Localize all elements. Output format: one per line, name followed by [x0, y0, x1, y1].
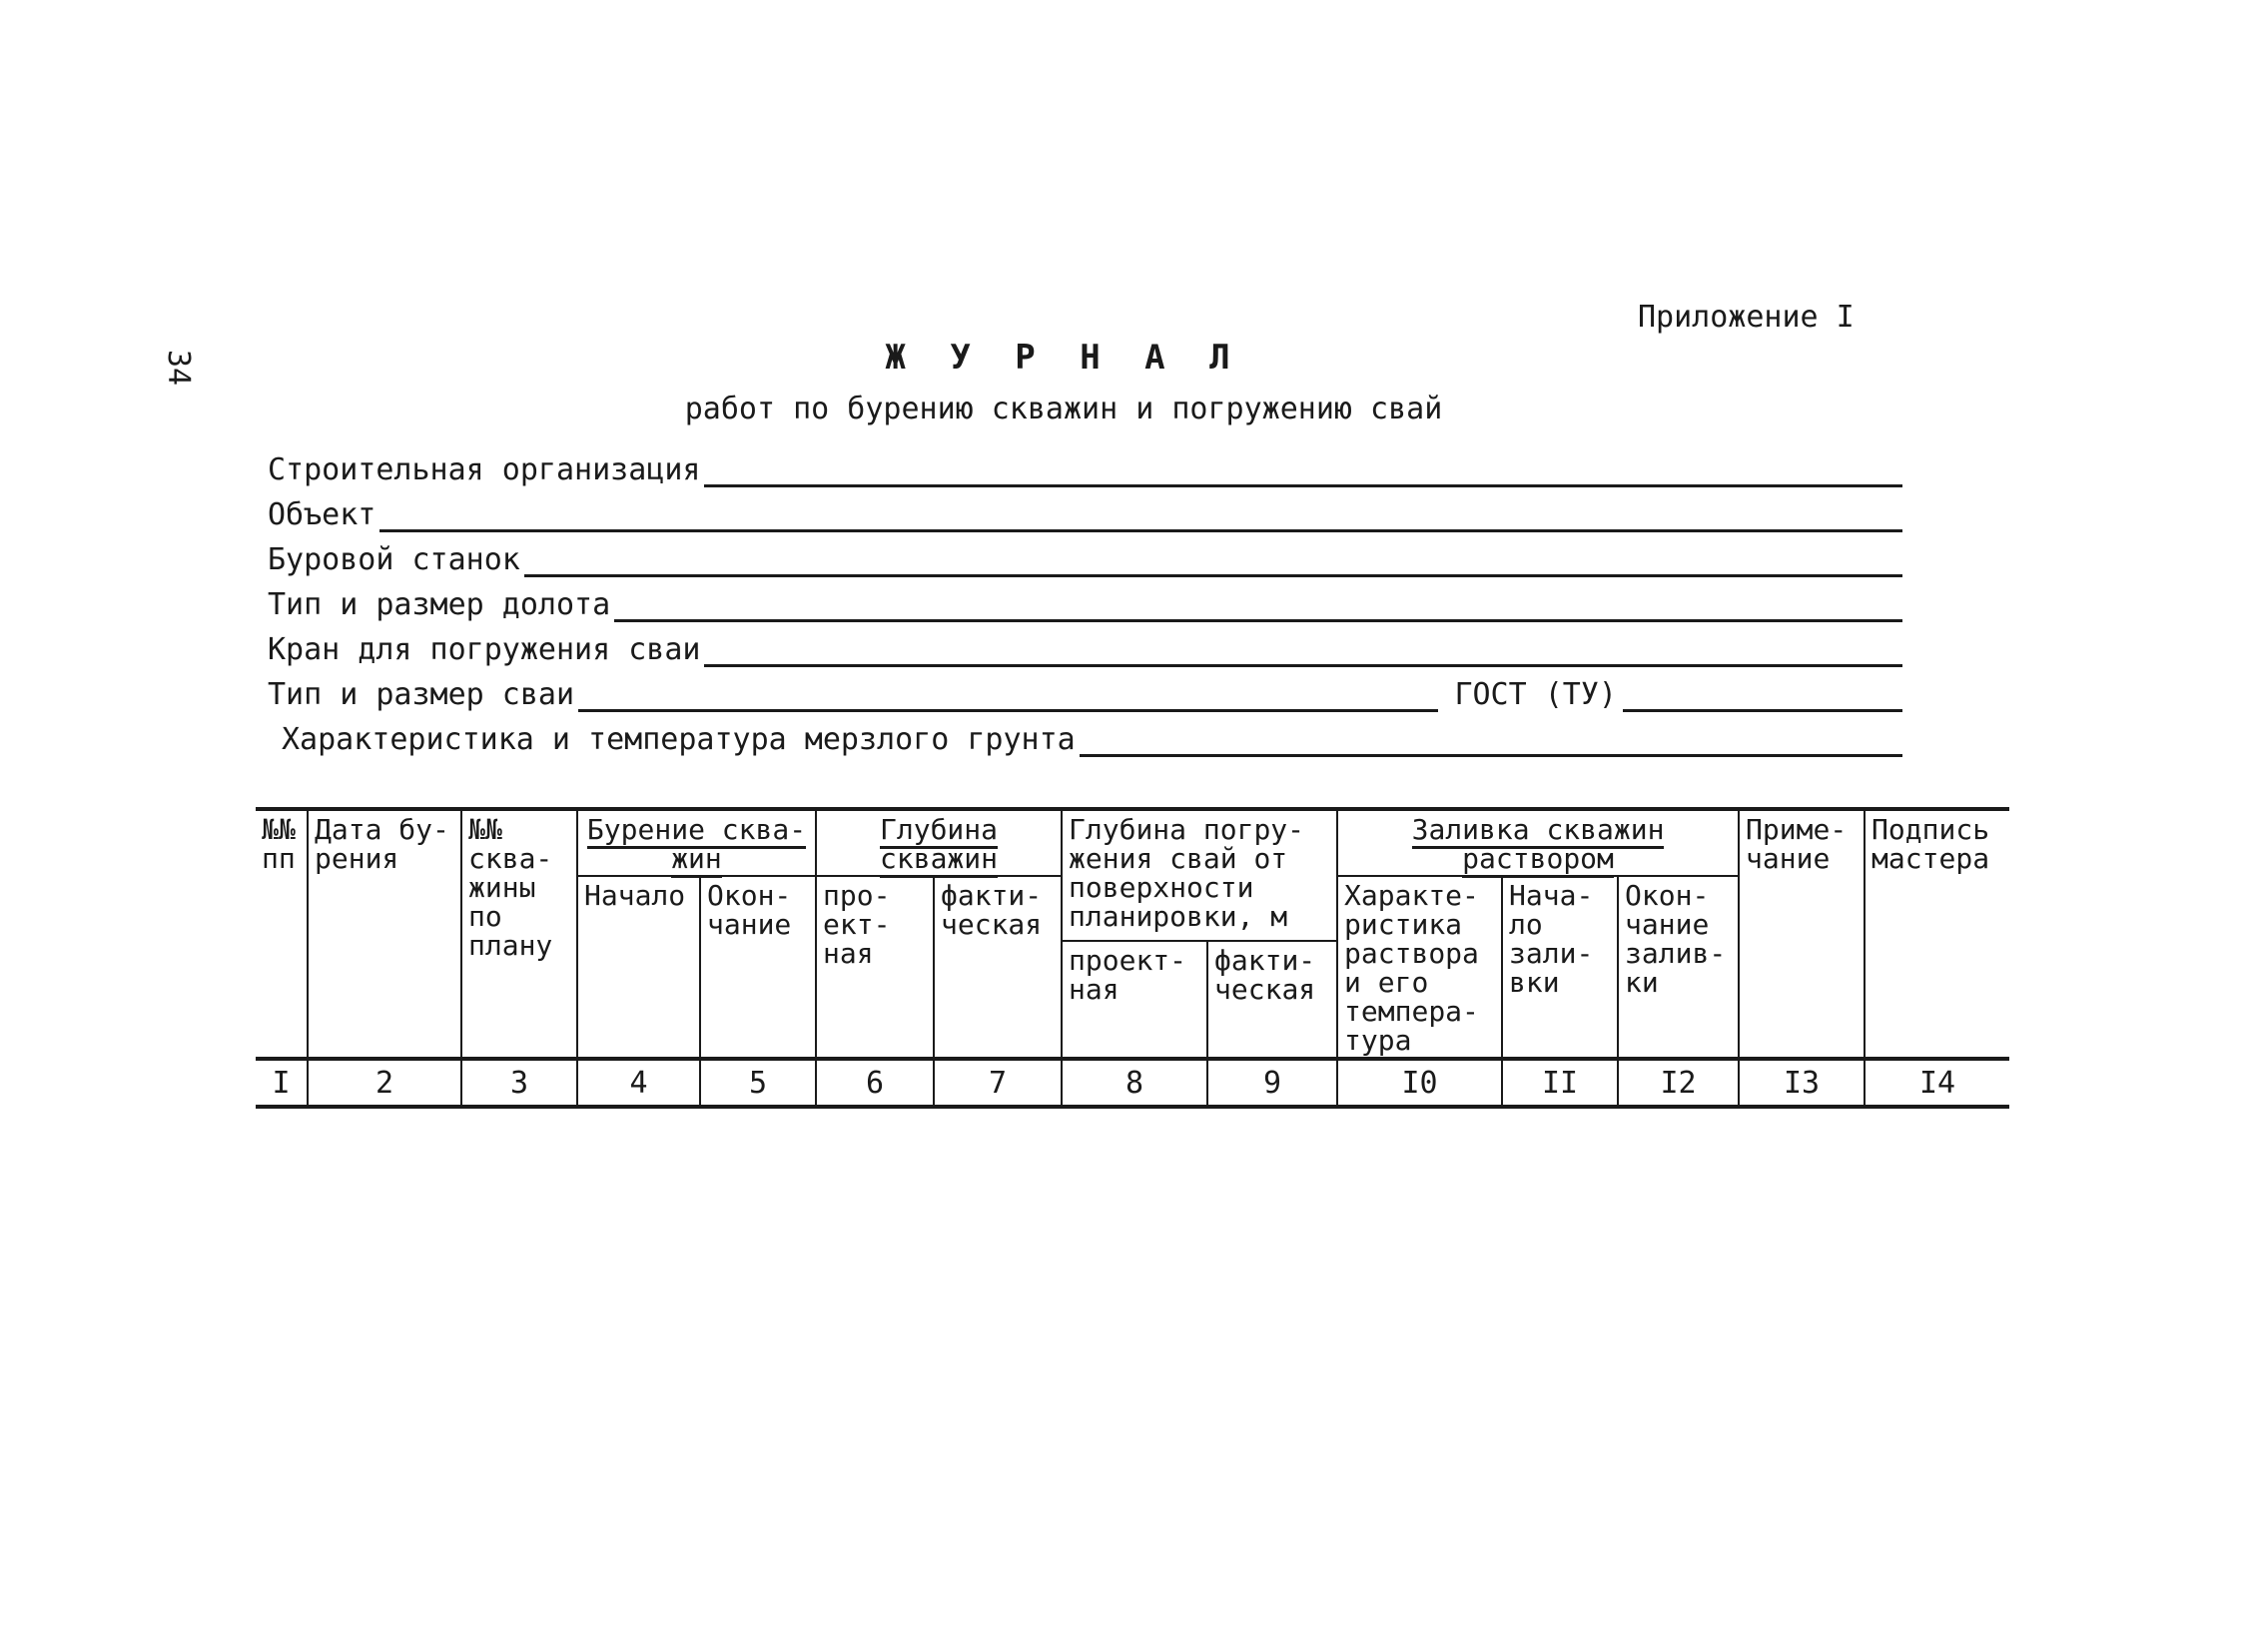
column-number: I	[256, 1059, 308, 1107]
page-number: 34	[161, 350, 196, 387]
column-number: 7	[934, 1059, 1062, 1107]
column-number: I4	[1865, 1059, 2009, 1107]
column-number: 3	[461, 1059, 577, 1107]
column-number: I0	[1337, 1059, 1502, 1107]
appendix-label: Приложение I	[1638, 300, 1855, 335]
col-pile-depth-actual: факти- ческая	[1207, 941, 1337, 1059]
col-grout-end: Окон- чание залив- ки	[1618, 876, 1739, 1059]
col-depth-design: про- ект- ная	[816, 876, 934, 1059]
col-drill-start: Начало	[577, 876, 700, 1059]
field-label: Строительная организация	[268, 452, 701, 487]
fill-line[interactable]	[1080, 734, 1902, 757]
header-row-1	[256, 809, 2009, 876]
fill-line[interactable]	[1623, 689, 1902, 712]
column-number: I3	[1739, 1059, 1865, 1107]
fill-line[interactable]	[704, 464, 1902, 487]
column-number: II	[1502, 1059, 1618, 1107]
gost-label: ГОСТ (ТУ)	[1454, 677, 1617, 712]
field-bit-type	[268, 582, 1902, 622]
column-number: 6	[816, 1059, 934, 1107]
col-depth-actual: факти- ческая	[934, 876, 1062, 1059]
field-label: Кран для погружения сваи	[268, 632, 701, 667]
column-number: 4	[577, 1059, 700, 1107]
field-crane	[268, 627, 1902, 667]
col-foreman-signature: Подпись мастера	[1865, 809, 2009, 1059]
column-number: 8	[1062, 1059, 1207, 1107]
field-label: Буровой станок	[268, 542, 520, 577]
column-number-row	[256, 1059, 2009, 1107]
field-construction-org	[268, 447, 1902, 487]
field-drilling-rig	[268, 537, 1902, 577]
document-title: Ж У Р Н А Л	[885, 338, 1242, 378]
field-label: Объект	[268, 497, 376, 532]
fill-line[interactable]	[578, 689, 1438, 712]
field-frozen-soil	[282, 717, 1902, 757]
fill-line[interactable]	[614, 599, 1902, 622]
col-grout-start: Нача- ло зали- вки	[1502, 876, 1618, 1059]
column-number: I2	[1618, 1059, 1739, 1107]
document-subtitle: работ по бурению скважин и погружению свай	[684, 392, 1443, 426]
fill-line[interactable]	[379, 509, 1902, 532]
group-pile-depth: Глубина погру- жения свай от поверхности планировки, м	[1062, 809, 1337, 941]
column-number: 2	[308, 1059, 461, 1107]
group-drilling: Бурение сква- жин	[577, 809, 816, 876]
journal-table	[256, 807, 2009, 1109]
col-drill-date: Дата бу- рения	[308, 809, 461, 1059]
col-number: №№ пп	[256, 809, 308, 1059]
group-grouting: Заливка скважин раствором	[1337, 809, 1739, 876]
column-number: 5	[700, 1059, 816, 1107]
col-drill-end: Окон- чание	[700, 876, 816, 1059]
field-label: Тип и размер долота	[268, 587, 611, 622]
field-object	[268, 492, 1902, 532]
col-notes: Приме- чание	[1739, 809, 1865, 1059]
field-label: Тип и размер сваи	[268, 677, 575, 712]
fill-line[interactable]	[704, 644, 1902, 667]
col-grout-properties: Характе- ристика раствора и его темпера- тура	[1337, 876, 1502, 1059]
column-number: 9	[1207, 1059, 1337, 1107]
fill-line[interactable]	[524, 554, 1902, 577]
col-pile-depth-design: проект- ная	[1062, 941, 1207, 1059]
group-well-depth: Глубина скважин	[816, 809, 1062, 876]
field-label: Характеристика и температура мерзлого грунта	[282, 722, 1076, 757]
col-plan-well-number: №№ сква- жины по плану	[461, 809, 577, 1059]
field-pile-type	[268, 672, 1902, 712]
